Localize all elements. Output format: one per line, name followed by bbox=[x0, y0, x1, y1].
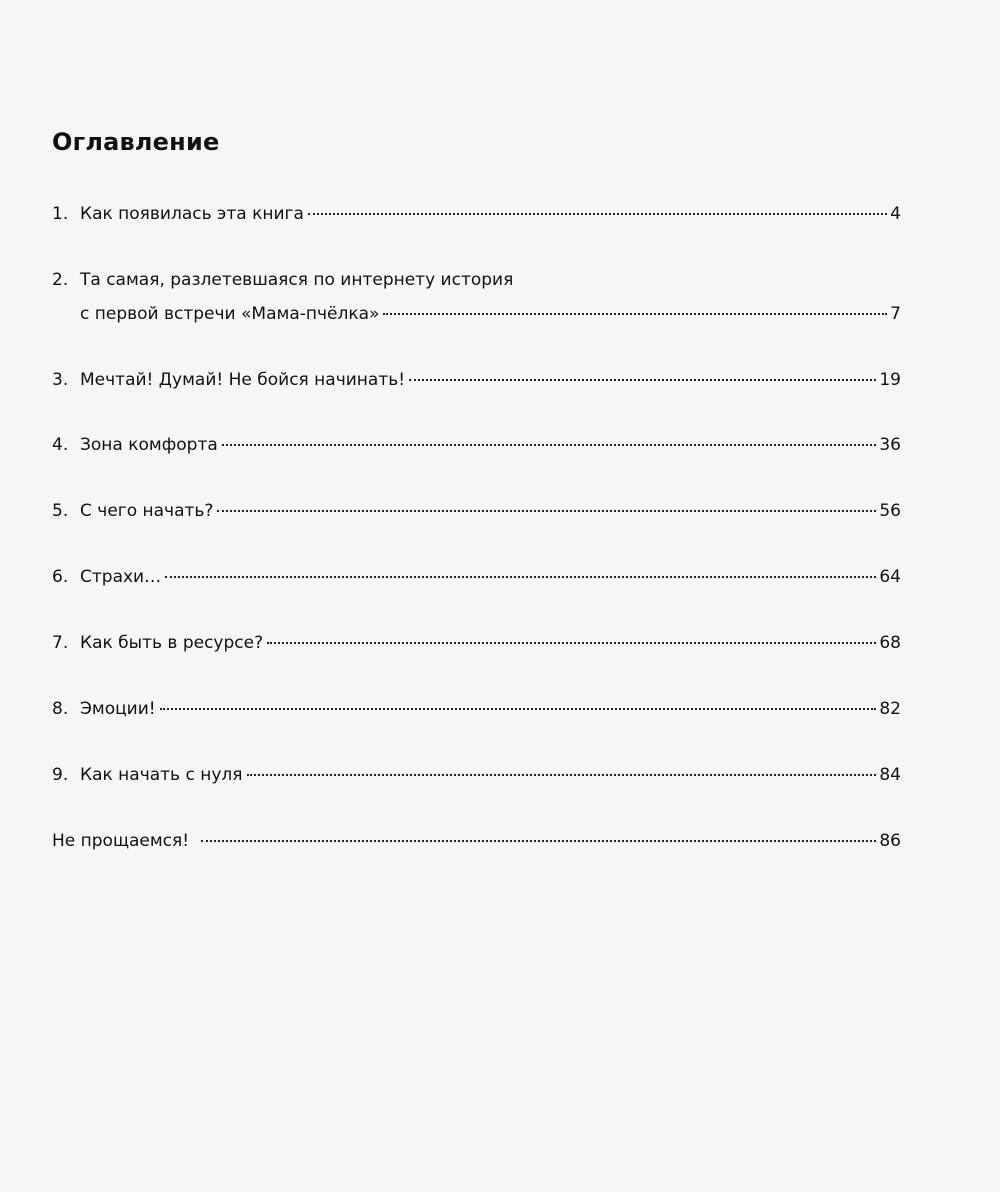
dot-leader bbox=[217, 510, 876, 512]
toc-entry-number: 5. bbox=[52, 501, 69, 521]
toc-entry-title: С чего начать? bbox=[80, 501, 214, 521]
toc-entry-number: 8. bbox=[52, 699, 69, 719]
toc-entry-number: 2. bbox=[52, 270, 69, 290]
toc-entry-page: 4 bbox=[890, 204, 901, 224]
toc-entry-number: 6. bbox=[52, 567, 69, 587]
toc-entry-9[interactable] bbox=[52, 763, 901, 787]
toc-entry-page: 64 bbox=[879, 567, 901, 587]
toc-entry-title: Эмоции! bbox=[80, 699, 156, 719]
toc-entry-4[interactable] bbox=[52, 433, 901, 457]
toc-entry-page: 19 bbox=[879, 370, 901, 390]
toc-entry-closing[interactable] bbox=[52, 829, 901, 853]
toc-entry-8[interactable] bbox=[52, 697, 901, 721]
toc-entry-page: 84 bbox=[879, 765, 901, 785]
dot-leader bbox=[308, 213, 887, 215]
toc-entry-title: Не прощаемся! bbox=[52, 831, 190, 851]
toc-entry-7[interactable] bbox=[52, 631, 901, 655]
toc-entry-title: Как быть в ресурсе? bbox=[80, 633, 264, 653]
dot-leader bbox=[165, 576, 876, 578]
toc-entry-title: Страхи… bbox=[80, 567, 162, 587]
dot-leader bbox=[201, 840, 876, 842]
toc-entry-title-line-1: Та самая, разлетевшаяся по интернету история bbox=[80, 270, 514, 290]
toc-entry-number: 7. bbox=[52, 633, 69, 653]
toc-entry-1[interactable] bbox=[52, 202, 901, 226]
toc-entry-title-line-2: с первой встречи «Мама-пчёлка» bbox=[80, 304, 380, 324]
dot-leader bbox=[160, 708, 877, 710]
dot-leader bbox=[247, 774, 877, 776]
toc-entry-page: 68 bbox=[879, 633, 901, 653]
toc-entry-title: Как начать с нуля bbox=[80, 765, 243, 785]
dot-leader bbox=[383, 313, 887, 315]
toc-entry-page: 36 bbox=[879, 435, 901, 455]
toc-entry-page: 86 bbox=[879, 831, 901, 851]
toc-entry-page: 7 bbox=[890, 304, 901, 324]
toc-entry-title: Мечтай! Думай! Не бойся начинать! bbox=[80, 370, 406, 390]
dot-leader bbox=[267, 642, 876, 644]
toc-entry-6[interactable] bbox=[52, 565, 901, 589]
toc-entry-number: 4. bbox=[52, 435, 69, 455]
toc-title: Оглавление bbox=[52, 128, 220, 156]
toc-entry-3[interactable] bbox=[52, 368, 901, 392]
toc-entry-5[interactable] bbox=[52, 499, 901, 523]
toc-entry-number: 3. bbox=[52, 370, 69, 390]
dot-leader bbox=[409, 379, 876, 381]
toc-entry-title: Зона комфорта bbox=[80, 435, 218, 455]
toc-entry-title: Как появилась эта книга bbox=[80, 204, 304, 224]
dot-leader bbox=[222, 444, 877, 446]
toc-entry-2[interactable] bbox=[52, 268, 901, 326]
toc-entry-number: 9. bbox=[52, 765, 69, 785]
toc-entry-page: 82 bbox=[879, 699, 901, 719]
toc-entry-number: 1. bbox=[52, 204, 69, 224]
toc-entry-page: 56 bbox=[879, 501, 901, 521]
